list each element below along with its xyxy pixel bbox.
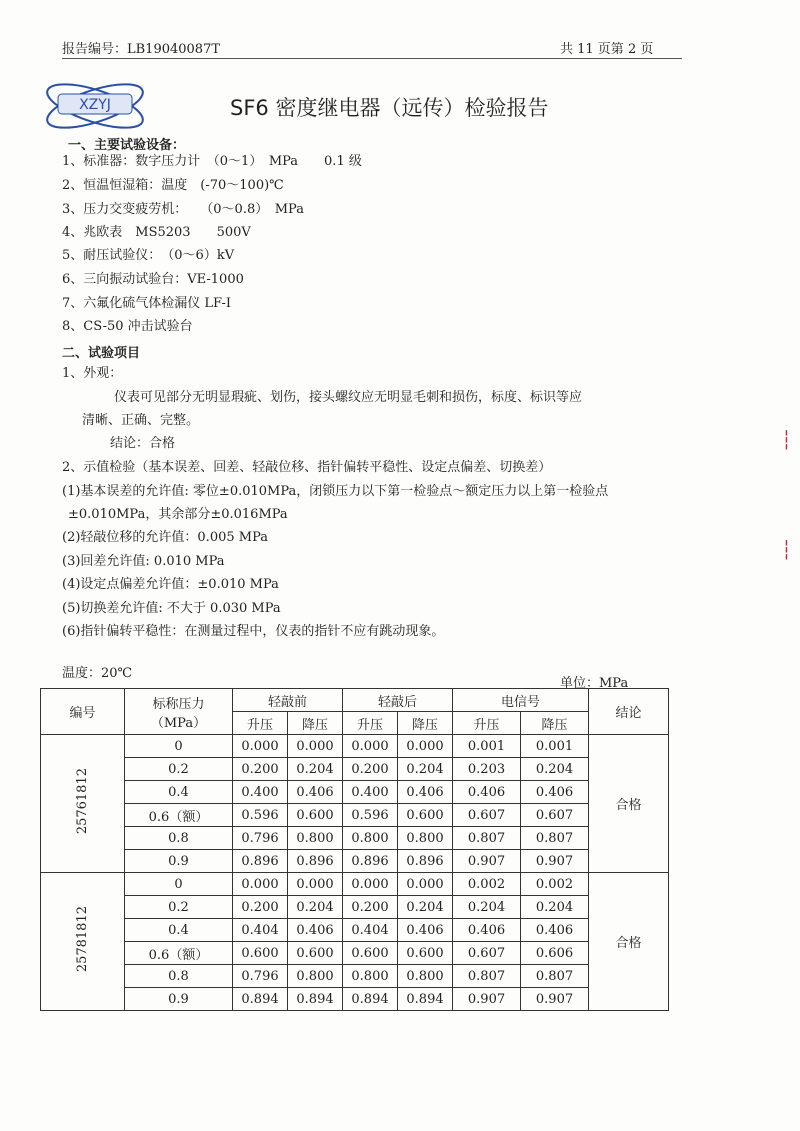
requirement-line: (6)指针偏转平稳性：在测量过程中，仪表的指针不应有跳动现象。 [62, 624, 445, 639]
specimen-id-text: 25761812 [75, 768, 90, 835]
reading-cell: 0.894 [343, 988, 398, 1011]
header-down: 降压 [521, 712, 589, 735]
equipment-item: 8、CS-50 冲击试验台 [62, 319, 193, 334]
equipment-item: 1、标准器：数字压力计 （0～1） MPa 0.1 级 [62, 154, 362, 169]
reading-cell: 0.404 [343, 919, 398, 942]
reading-cell: 0.894 [398, 988, 453, 1011]
unit-label: 单位：MPa [560, 676, 629, 691]
reading-cell: 0.204 [288, 896, 343, 919]
reading-cell: 0.000 [233, 873, 288, 896]
section2-heading: 二、试验项目 [62, 346, 141, 361]
reading-cell: 0.406 [398, 781, 453, 804]
requirement-line: (4)设定点偏差允许值：±0.010 MPa [62, 577, 279, 592]
reading-cell: 0.001 [453, 735, 521, 758]
reading-cell: 0.894 [288, 988, 343, 1011]
reading-cell: 0.000 [343, 873, 398, 896]
reading-cell: 0.894 [233, 988, 288, 1011]
reading-cell: 0.800 [398, 965, 453, 988]
reading-cell: 0.800 [288, 965, 343, 988]
reading-cell: 0.204 [398, 896, 453, 919]
table-row [41, 988, 669, 1011]
reading-cell: 0.807 [453, 827, 521, 850]
requirement-line: (5)切换差允许值: 不大于 0.030 MPa [62, 601, 281, 616]
reading-cell: 0.000 [233, 735, 288, 758]
reading-cell: 0.406 [521, 919, 589, 942]
nominal-pressure-cell: 0.2 [125, 758, 233, 781]
table-row [41, 965, 669, 988]
page-title: SF6 密度继电器（远传）检验报告 [230, 96, 549, 120]
reading-cell: 0.800 [343, 965, 398, 988]
reading-cell: 0.000 [343, 735, 398, 758]
table-row [41, 781, 669, 804]
reading-cell: 0.800 [398, 827, 453, 850]
reading-cell: 0.600 [343, 942, 398, 965]
equipment-item: 2、恒温恒湿箱：温度 (-70～100)℃ [62, 178, 284, 193]
requirement-line: (2)轻敲位移的允许值：0.005 MPa [62, 530, 268, 545]
appearance-text: 清晰、正确、完整。 [82, 413, 200, 428]
reading-cell: 0.200 [343, 758, 398, 781]
specimen-id-text: 25781812 [75, 906, 90, 973]
appearance-conclusion: 结论：合格 [110, 436, 176, 451]
header-down: 降压 [288, 712, 343, 735]
header-down: 降压 [398, 712, 453, 735]
appearance-heading: 1、外观： [62, 366, 123, 381]
equipment-item: 6、三向振动试验台：VE-1000 [62, 272, 244, 287]
header-up: 升压 [343, 712, 398, 735]
reading-cell: 0.606 [521, 942, 589, 965]
header-divider [62, 58, 682, 59]
nominal-pressure-cell: 0.8 [125, 965, 233, 988]
reading-cell: 0.807 [521, 827, 589, 850]
reading-cell: 0.406 [288, 781, 343, 804]
requirement-line: ±0.010MPa，其余部分±0.016MPa [68, 507, 288, 522]
appearance-text: 仪表可见部分无明显瑕疵、划伤，接头螺纹应无明显毛刺和损伤，标度、标识等应 [114, 390, 583, 405]
reading-cell: 0.600 [398, 942, 453, 965]
reading-cell: 0.200 [233, 758, 288, 781]
table-row [41, 804, 669, 827]
reading-cell: 0.800 [288, 827, 343, 850]
header-result: 结论 [589, 689, 669, 735]
reading-cell: 0.204 [398, 758, 453, 781]
reading-cell: 0.200 [233, 896, 288, 919]
reading-cell: 0.896 [398, 850, 453, 873]
specimen-id [41, 873, 125, 1011]
indication-heading: 2、示值检验（基本误差、回差、轻敲位移、指针偏转平稳性、设定点偏差、切换差） [62, 460, 552, 475]
result-cell: 合格 [589, 873, 669, 1011]
reading-cell: 0.001 [521, 735, 589, 758]
nominal-pressure-cell: 0.9 [125, 850, 233, 873]
reading-cell: 0.907 [453, 988, 521, 1011]
table-row [41, 896, 669, 919]
nominal-pressure-cell: 0 [125, 873, 233, 896]
table-row [41, 919, 669, 942]
equipment-item: 7、六氟化硫气体检漏仪 LF-Ⅰ [62, 296, 232, 311]
page-number: 共 11 页第 2 页 [560, 42, 654, 57]
svg-text:XZYJ: XZYJ [79, 97, 111, 113]
reading-cell: 0.807 [453, 965, 521, 988]
table-row [41, 827, 669, 850]
temperature-label: 温度：20℃ [62, 666, 133, 681]
header-before-tap: 轻敲前 [233, 689, 343, 712]
header-signal: 电信号 [453, 689, 589, 712]
specimen-id [41, 735, 125, 873]
seal-mark: ┆ [781, 540, 792, 561]
reading-cell: 0.896 [233, 850, 288, 873]
company-logo [40, 64, 150, 144]
header-up: 升压 [453, 712, 521, 735]
nominal-pressure-cell: 0.4 [125, 781, 233, 804]
reading-cell: 0.000 [288, 735, 343, 758]
reading-cell: 0.406 [453, 781, 521, 804]
nominal-pressure-cell: 0.6（额） [125, 804, 233, 827]
reading-cell: 0.204 [521, 758, 589, 781]
section1-heading: 一、主要试验设备： [68, 138, 186, 153]
table-row [41, 850, 669, 873]
reading-cell: 0.907 [521, 988, 589, 1011]
reading-cell: 0.002 [521, 873, 589, 896]
nominal-pressure-cell: 0.2 [125, 896, 233, 919]
table-row [41, 758, 669, 781]
result-cell: 合格 [589, 735, 669, 873]
reading-cell: 0.896 [288, 850, 343, 873]
reading-cell: 0.600 [288, 942, 343, 965]
reading-cell: 0.600 [233, 942, 288, 965]
reading-cell: 0.907 [521, 850, 589, 873]
equipment-item: 4、兆欧表 MS5203 500V [62, 225, 251, 240]
table-row [41, 942, 669, 965]
equipment-item: 3、压力交变疲劳机： （0～0.8） MPa [62, 202, 304, 217]
header-id: 编号 [41, 689, 125, 735]
nominal-pressure-cell: 0.8 [125, 827, 233, 850]
reading-cell: 0.204 [453, 896, 521, 919]
reading-cell: 0.204 [288, 758, 343, 781]
reading-cell: 0.404 [233, 919, 288, 942]
reading-cell: 0.907 [453, 850, 521, 873]
reading-cell: 0.400 [343, 781, 398, 804]
header-nominal: 标称压力 （MPa） [125, 689, 233, 735]
reading-cell: 0.406 [398, 919, 453, 942]
header-up: 升压 [233, 712, 288, 735]
header-after-tap: 轻敲后 [343, 689, 453, 712]
reading-cell: 0.600 [398, 804, 453, 827]
nominal-pressure-cell: 0.9 [125, 988, 233, 1011]
reading-cell: 0.796 [233, 827, 288, 850]
reading-cell: 0.406 [288, 919, 343, 942]
reading-cell: 0.607 [521, 804, 589, 827]
reading-cell: 0.800 [343, 827, 398, 850]
reading-cell: 0.204 [521, 896, 589, 919]
reading-cell: 0.796 [233, 965, 288, 988]
reading-cell: 0.607 [453, 804, 521, 827]
requirement-line: (1)基本误差的允许值: 零位±0.010MPa，闭锁压力以下第一检验点～额定压力以上第一检验点 [62, 484, 609, 499]
reading-cell: 0.406 [453, 919, 521, 942]
reading-cell: 0.406 [521, 781, 589, 804]
reading-cell: 0.000 [288, 873, 343, 896]
results-table [40, 688, 669, 1011]
seal-mark: ┆ [781, 430, 792, 451]
reading-cell: 0.807 [521, 965, 589, 988]
reading-cell: 0.596 [233, 804, 288, 827]
reading-cell: 0.203 [453, 758, 521, 781]
nominal-pressure-cell: 0.6（额） [125, 942, 233, 965]
equipment-item: 5、耐压试验仪： （0～6）kV [62, 248, 235, 263]
reading-cell: 0.896 [343, 850, 398, 873]
nominal-pressure-cell: 0 [125, 735, 233, 758]
nominal-pressure-cell: 0.4 [125, 919, 233, 942]
reading-cell: 0.600 [288, 804, 343, 827]
reading-cell: 0.400 [233, 781, 288, 804]
reading-cell: 0.002 [453, 873, 521, 896]
reading-cell: 0.000 [398, 735, 453, 758]
reading-cell: 0.607 [453, 942, 521, 965]
table-row [41, 735, 669, 758]
requirement-line: (3)回差允许值: 0.010 MPa [62, 554, 225, 569]
table-row [41, 873, 669, 896]
reading-cell: 0.596 [343, 804, 398, 827]
report-number: 报告编号：LB19040087T [62, 42, 221, 57]
reading-cell: 0.200 [343, 896, 398, 919]
reading-cell: 0.000 [398, 873, 453, 896]
